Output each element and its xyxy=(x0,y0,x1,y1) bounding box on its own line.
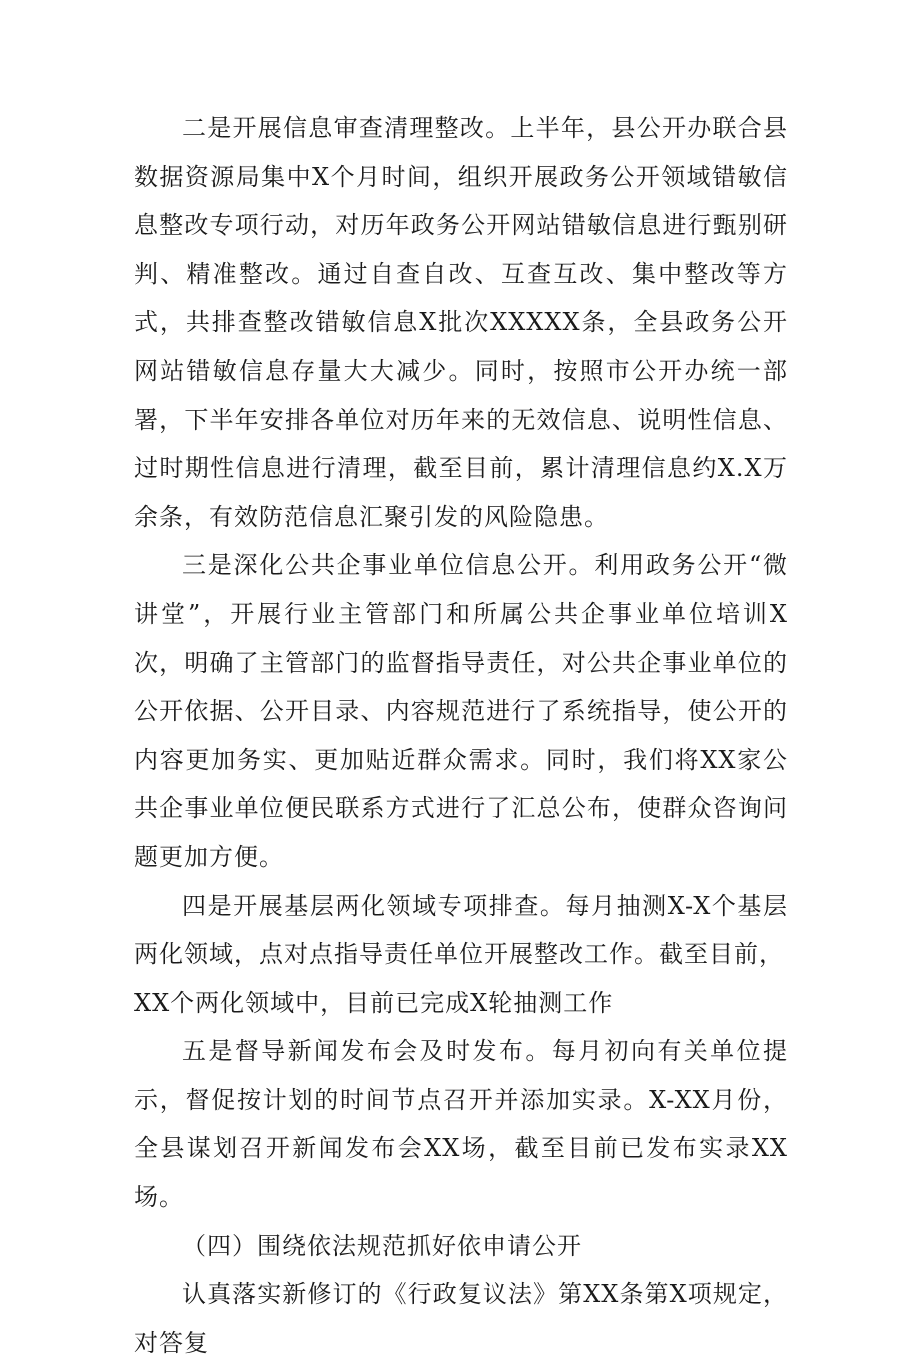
section-heading: （四）围绕依法规范抓好依申请公开 xyxy=(182,1231,582,1260)
paragraph-info-review: 二是开展信息审查清理整改。上半年，县公开办联合县数据资源局集中X个月时间，组织开展政务公开领域错敏信息整改专项行动，对历年政务公开网站错敏信息进行甄别研判、精准整改。通过自查自改、互查互改、集中整改等方式，共排查整改错敏信息X批次XXXXX条，全县政务公开网站错敏信息存量大大减少。同时，按照市公开办统一部署，下半年安排各单位对历年来的无效信息、说明性信息、过时期性信息进行清理，截至目前，累计清理信息约X.X万余条，有效防范信息汇聚引发的风险隐患。 xyxy=(134,114,788,531)
paragraph-public-enterprise: 三是深化公共企事业单位信息公开。利用政务公开“微讲堂”，开展行业主管部门和所属公共企事业单位培训X次，明确了主管部门的监督指导责任，对公共企事业单位的公开依据、公开目录、内容规范进行了系统指导，使公开的内容更加务实、更加贴近群众需求。同时，我们将XX家公共企事业单位便民联系方式进行了汇总公布，使群众咨询问题更加方便。 xyxy=(134,551,788,871)
document-body xyxy=(134,104,788,1367)
paragraph-press-conference: 五是督导新闻发布会及时发布。每月初向有关单位提示，督促按计划的时间节点召开并添加实录。X-XX月份，全县谋划召开新闻发布会XX场，截至目前已发布实录XX场。 xyxy=(134,1037,788,1212)
paragraph-grassroots-check: 四是开展基层两化领域专项排查。每月抽测X-X个基层两化领域，点对点指导责任单位开展整改工作。截至目前， xyxy=(134,891,788,969)
paragraph-application-disclosure: 认真落实新修订的《行政复议法》第XX条第X项规定，对答复 xyxy=(134,1280,788,1357)
paragraph-grassroots-check-continued: XX个两化领域中，目前已完成X轮抽测工作 xyxy=(134,988,614,1017)
